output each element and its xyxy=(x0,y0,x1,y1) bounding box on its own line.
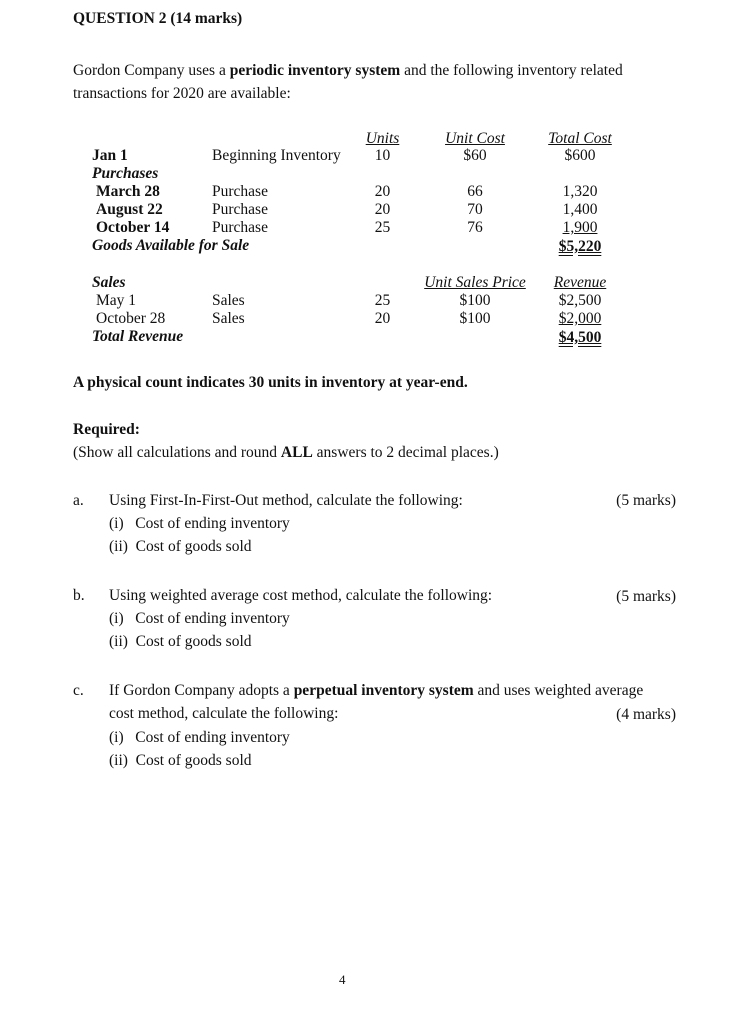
part-c-letter: c. xyxy=(73,682,84,699)
sales-row-revenue: $2,500 xyxy=(558,292,602,309)
part-c-item-i: (i) Cost of ending inventory xyxy=(109,729,290,746)
total-revenue-value: $4,500 xyxy=(558,329,602,346)
part-a-marks: (5 marks) xyxy=(616,492,676,509)
sales-label: Sales xyxy=(92,274,126,291)
sales-row-desc: Sales xyxy=(212,310,245,327)
intro-line-2: transactions for 2020 are available: xyxy=(73,85,291,102)
row-unit-cost: 76 xyxy=(467,219,483,236)
sales-row-revenue: $2,000 xyxy=(558,310,602,327)
part-b-item-i: (i) Cost of ending inventory xyxy=(109,610,290,627)
part-c-line-2: cost method, calculate the following: xyxy=(109,705,339,722)
intro-bold: periodic inventory system xyxy=(229,62,401,79)
header-unit-cost: Unit Cost xyxy=(445,130,505,147)
header-total-cost: Total Cost xyxy=(548,130,612,147)
row-date: October 14 xyxy=(96,219,170,236)
row-desc: Beginning Inventory xyxy=(212,147,341,164)
part-c-text-2: and uses weighted average xyxy=(473,682,644,699)
row-total-cost: 1,400 xyxy=(562,201,598,218)
row-units: 10 xyxy=(374,147,391,164)
part-c-bold: perpetual inventory system xyxy=(293,682,474,699)
row-units: 20 xyxy=(374,183,391,200)
row-desc: Purchase xyxy=(212,201,268,218)
sales-row-desc: Sales xyxy=(212,292,245,309)
part-c-text-1: If Gordon Company adopts a xyxy=(109,682,294,699)
row-unit-cost: 66 xyxy=(467,183,483,200)
part-b-text: Using weighted average cost method, calculate the following: xyxy=(109,587,493,604)
part-a-item-ii: (ii) Cost of goods sold xyxy=(109,538,252,555)
total-revenue-label: Total Revenue xyxy=(92,328,184,345)
part-a-item-i: (i) Cost of ending inventory xyxy=(109,515,290,532)
row-date: March 28 xyxy=(96,183,160,200)
row-date: Jan 1 xyxy=(92,147,128,164)
required-note xyxy=(73,444,499,462)
part-c-line-1 xyxy=(109,682,643,700)
sales-row-price: $100 xyxy=(459,310,491,327)
part-b-marks: (5 marks) xyxy=(616,588,676,605)
row-unit-cost: 70 xyxy=(467,201,483,218)
goods-available-label: Goods Available for Sale xyxy=(92,237,250,254)
sales-row-units: 25 xyxy=(374,292,391,309)
row-total-cost: 1,900 xyxy=(562,219,598,236)
part-b-letter: b. xyxy=(73,587,85,604)
sales-row-price: $100 xyxy=(459,292,491,309)
required-note-bold: ALL xyxy=(280,444,313,461)
page-number: 4 xyxy=(339,972,346,987)
sales-row-date: May 1 xyxy=(96,292,137,309)
required-note-text-2: answers to 2 decimal places.) xyxy=(312,444,499,461)
intro-text-2: and the following inventory related xyxy=(400,62,623,79)
intro-line-1 xyxy=(73,62,623,80)
header-unit-sales-price: Unit Sales Price xyxy=(424,274,526,291)
row-total-cost: $600 xyxy=(564,147,596,164)
part-b-item-ii: (ii) Cost of goods sold xyxy=(109,633,252,650)
row-unit-cost: $60 xyxy=(463,147,487,164)
required-title: Required: xyxy=(73,421,140,438)
intro-text-1: Gordon Company uses a xyxy=(73,62,230,79)
row-units: 25 xyxy=(374,219,391,236)
part-c-item-ii: (ii) Cost of goods sold xyxy=(109,752,252,769)
header-revenue: Revenue xyxy=(553,274,607,291)
purchases-label: Purchases xyxy=(92,165,159,182)
part-c-marks: (4 marks) xyxy=(616,706,676,723)
required-note-text-1: (Show all calculations and round xyxy=(73,444,281,461)
question-title: QUESTION 2 (14 marks) xyxy=(73,10,243,27)
goods-available-total: $5,220 xyxy=(558,238,602,255)
row-desc: Purchase xyxy=(212,183,268,200)
header-units: Units xyxy=(365,130,400,147)
sales-row-units: 20 xyxy=(374,310,391,327)
part-a-letter: a. xyxy=(73,492,84,509)
row-date: August 22 xyxy=(96,201,163,218)
row-units: 20 xyxy=(374,201,391,218)
row-desc: Purchase xyxy=(212,219,268,236)
sales-row-date: October 28 xyxy=(96,310,166,327)
physical-count-statement: A physical count indicates 30 units in inventory at year-end. xyxy=(73,374,468,391)
row-total-cost: 1,320 xyxy=(562,183,598,200)
part-a-text: Using First-In-First-Out method, calculate the following: xyxy=(109,492,463,509)
